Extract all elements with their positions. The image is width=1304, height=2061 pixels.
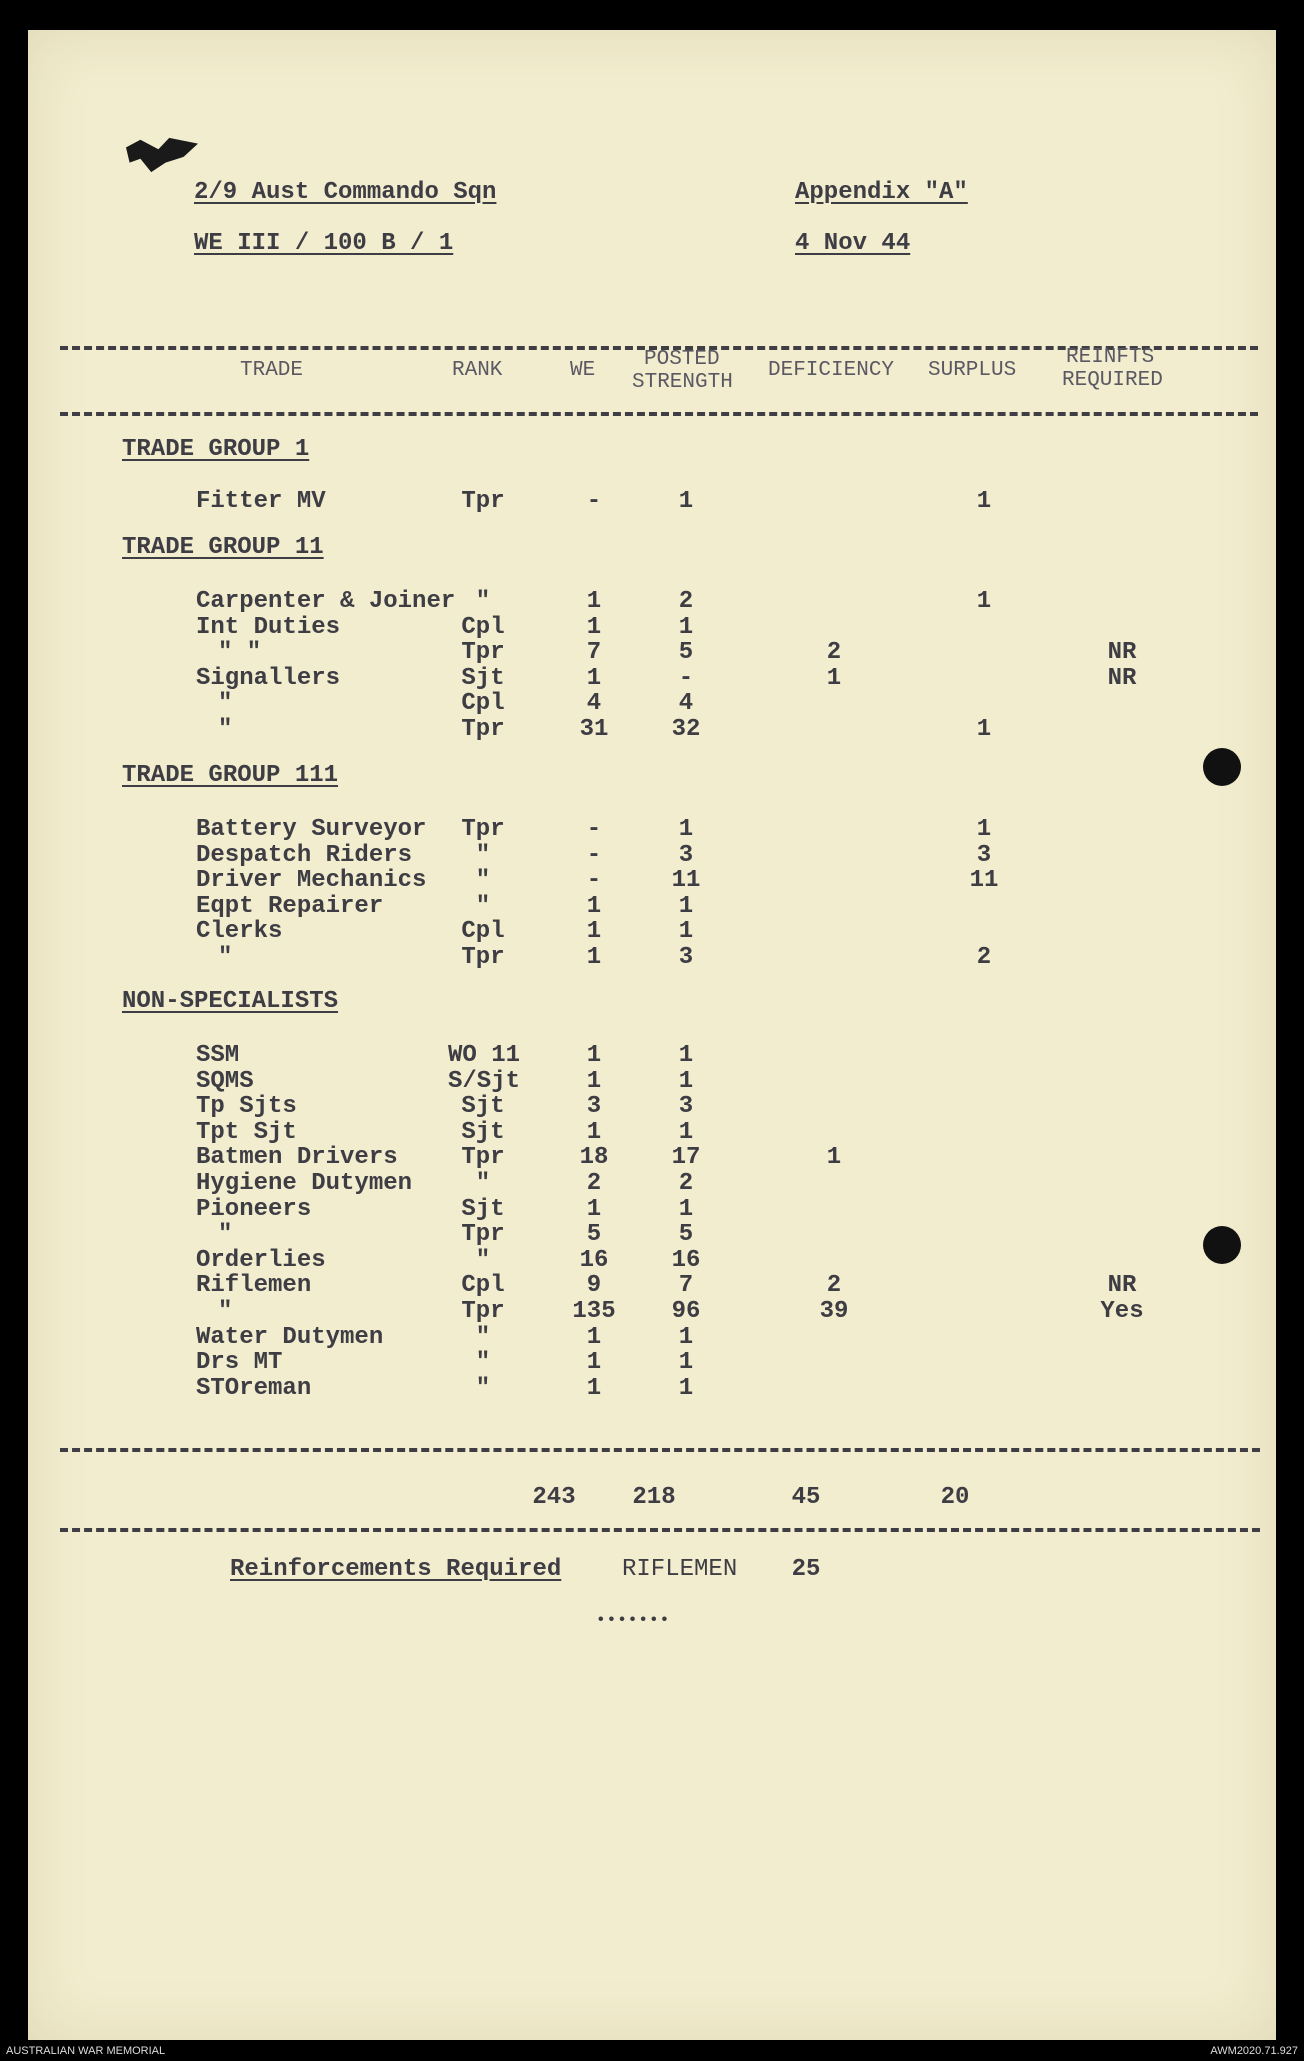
we-cell: 1 bbox=[586, 1195, 602, 1223]
posted-cell: 3 bbox=[678, 944, 694, 971]
posted-cell: 1 bbox=[678, 1374, 694, 1402]
punch-hole-upper bbox=[1203, 748, 1241, 786]
posted-cell: 1 bbox=[678, 613, 694, 641]
trade-cell: " bbox=[218, 944, 233, 971]
reinforcements-label: Reinforcements Required bbox=[230, 1556, 562, 1583]
posted-cell: 1 bbox=[678, 1349, 694, 1377]
rank-cell: Cpl bbox=[461, 690, 505, 718]
trade-cell: Signallers bbox=[196, 664, 341, 692]
posted-cell: 1 bbox=[678, 1323, 694, 1351]
reinforcements-count: 25 bbox=[791, 1556, 821, 1583]
surplus-cell: 1 bbox=[976, 588, 992, 615]
we-cell: 7 bbox=[586, 639, 602, 667]
posted-cell: 3 bbox=[678, 1093, 694, 1121]
trade-cell: Despatch Riders bbox=[196, 841, 413, 869]
rank-cell: Cpl bbox=[461, 613, 505, 641]
we-cell: 1 bbox=[586, 613, 602, 641]
we-cell: 16 bbox=[579, 1246, 609, 1274]
posted-cell: 1 bbox=[678, 488, 694, 515]
rank-cell: Sjt bbox=[461, 1093, 505, 1121]
document-page bbox=[28, 30, 1276, 2040]
we-cell: 9 bbox=[586, 1272, 602, 1300]
trade-cell: Battery Surveyor bbox=[196, 816, 427, 843]
posted-cell: 16 bbox=[671, 1246, 701, 1274]
rank-cell: Tpr bbox=[461, 1221, 505, 1249]
trade-cell: SQMS bbox=[196, 1067, 254, 1095]
col-reinf-line1: REINFTS bbox=[1066, 346, 1155, 369]
we-cell: 1 bbox=[586, 1323, 602, 1351]
rank-cell: S/Sjt bbox=[448, 1067, 521, 1095]
we-cell: 5 bbox=[586, 1221, 602, 1249]
we-cell: 1 bbox=[586, 1118, 602, 1146]
rank-cell: Cpl bbox=[461, 1272, 505, 1300]
posted-cell: 11 bbox=[671, 867, 701, 895]
rank-cell: " bbox=[475, 1323, 491, 1351]
posted-cell: 2 bbox=[678, 588, 694, 615]
trade-cell: SSM bbox=[196, 1042, 240, 1069]
col-posted-line2: STRENGTH bbox=[632, 371, 733, 394]
rank-cell: Sjt bbox=[461, 1118, 505, 1146]
trade-cell: Hygiene Dutymen bbox=[196, 1170, 413, 1197]
trade-cell: " bbox=[218, 690, 233, 718]
punch-hole-lower bbox=[1203, 1226, 1241, 1264]
rank-cell: " bbox=[475, 1246, 491, 1274]
col-reinf-line2: REQUIRED bbox=[1062, 369, 1163, 392]
reinforcements-type: RIFLEMEN bbox=[622, 1556, 738, 1583]
rank-cell: Cpl bbox=[461, 918, 505, 946]
we-cell: 1 bbox=[586, 1067, 602, 1095]
posted-cell: 4 bbox=[678, 690, 694, 718]
deficiency-cell: 2 bbox=[826, 639, 842, 667]
trade-cell: Driver Mechanics bbox=[196, 867, 427, 895]
trade-cell: " " bbox=[218, 639, 262, 667]
torn-hole bbox=[126, 136, 198, 174]
posted-cell: 96 bbox=[671, 1298, 701, 1325]
rank-cell: Tpr bbox=[461, 1298, 505, 1325]
col-we: WE bbox=[570, 359, 596, 382]
we-cell: 1 bbox=[586, 1374, 602, 1402]
group-title: TRADE GROUP 11 bbox=[122, 534, 324, 561]
posted-cell: - bbox=[678, 664, 694, 692]
document-date: 4 Nov 44 bbox=[795, 230, 911, 257]
appendix-label: Appendix "A" bbox=[795, 179, 968, 206]
posted-cell: 1 bbox=[678, 1042, 694, 1069]
trade-cell: Orderlies bbox=[196, 1246, 326, 1274]
rank-cell: Tpr bbox=[461, 639, 505, 667]
rank-cell: Sjt bbox=[461, 664, 505, 692]
rank-cell: Tpr bbox=[461, 488, 505, 515]
we-cell: 1 bbox=[586, 892, 602, 920]
rank-cell: Tpr bbox=[461, 944, 505, 971]
rank-cell: " bbox=[475, 1374, 491, 1402]
trade-cell: Water Dutymen bbox=[196, 1323, 384, 1351]
deficiency-cell: 1 bbox=[826, 1144, 842, 1172]
we-cell: 2 bbox=[586, 1170, 602, 1197]
posted-cell: 32 bbox=[671, 716, 701, 743]
deficiency-cell: 2 bbox=[826, 1272, 842, 1300]
group-title: NON-SPECIALISTS bbox=[122, 988, 339, 1015]
group-title: TRADE GROUP 1 bbox=[122, 436, 310, 463]
we-cell: - bbox=[586, 841, 602, 869]
total-deficiency: 45 bbox=[791, 1484, 821, 1511]
rank-cell: " bbox=[475, 1349, 491, 1377]
rank-cell: Sjt bbox=[461, 1195, 505, 1223]
we-cell: - bbox=[586, 488, 602, 515]
trade-cell: Int Duties bbox=[196, 613, 341, 641]
reinf-cell: NR bbox=[1107, 639, 1137, 667]
trade-cell: Clerks bbox=[196, 918, 283, 946]
trade-cell: Batmen Drivers bbox=[196, 1144, 398, 1172]
col-surplus: SURPLUS bbox=[928, 359, 1017, 382]
posted-cell: 1 bbox=[678, 816, 694, 843]
we-cell: 1 bbox=[586, 1042, 602, 1069]
reinf-cell: Yes bbox=[1100, 1298, 1144, 1325]
surplus-cell: 11 bbox=[969, 867, 999, 895]
trade-cell: Fitter MV bbox=[196, 488, 326, 515]
rank-cell: " bbox=[475, 867, 491, 895]
col-rank: RANK bbox=[452, 359, 503, 382]
total-we: 243 bbox=[532, 1484, 576, 1511]
trade-cell: Pioneers bbox=[196, 1195, 312, 1223]
posted-cell: 1 bbox=[678, 892, 694, 920]
surplus-cell: 1 bbox=[976, 816, 992, 843]
unit-name: 2/9 Aust Commando Sqn bbox=[194, 179, 497, 206]
rank-cell: Tpr bbox=[461, 1144, 505, 1172]
rank-cell: " bbox=[475, 841, 491, 869]
establishment-ref: WE III / 100 B / 1 bbox=[194, 230, 454, 257]
col-posted-line1: POSTED bbox=[644, 348, 720, 371]
rank-cell: " bbox=[475, 892, 491, 920]
we-cell: 1 bbox=[586, 944, 602, 971]
trade-cell: " bbox=[218, 1221, 233, 1249]
we-cell: 4 bbox=[586, 690, 602, 718]
posted-cell: 5 bbox=[678, 639, 694, 667]
surplus-cell: 3 bbox=[976, 841, 992, 869]
we-cell: 1 bbox=[586, 1349, 602, 1377]
trade-cell: Drs MT bbox=[196, 1349, 283, 1377]
footer-archive: AUSTRALIAN WAR MEMORIAL bbox=[6, 2045, 166, 2057]
trade-cell: Carpenter & Joiner bbox=[196, 588, 456, 615]
trade-cell: " bbox=[218, 716, 233, 743]
total-posted: 218 bbox=[632, 1484, 676, 1511]
deficiency-cell: 39 bbox=[819, 1298, 849, 1325]
col-trade: TRADE bbox=[240, 359, 304, 382]
rank-cell: WO 11 bbox=[448, 1042, 521, 1069]
posted-cell: 1 bbox=[678, 1067, 694, 1095]
footer-reference: AWM2020.71.927 bbox=[1210, 2045, 1298, 2057]
posted-cell: 3 bbox=[678, 841, 694, 869]
trade-cell: Riflemen bbox=[196, 1272, 312, 1300]
we-cell: 1 bbox=[586, 588, 602, 615]
trade-cell: Eqpt Repairer bbox=[196, 892, 384, 920]
posted-cell: 1 bbox=[678, 918, 694, 946]
surplus-cell: 1 bbox=[976, 488, 992, 515]
trade-cell: " bbox=[218, 1298, 233, 1325]
we-cell: 31 bbox=[579, 716, 609, 743]
total-surplus: 20 bbox=[940, 1484, 970, 1511]
posted-cell: 1 bbox=[678, 1195, 694, 1223]
reinf-cell: NR bbox=[1107, 664, 1137, 692]
surplus-cell: 2 bbox=[976, 944, 992, 971]
totals-rule-bottom bbox=[60, 1528, 1260, 1532]
reinf-cell: NR bbox=[1107, 1272, 1137, 1300]
we-cell: 135 bbox=[572, 1298, 616, 1325]
trade-cell: STOreman bbox=[196, 1374, 312, 1402]
trade-cell: Tp Sjts bbox=[196, 1093, 297, 1121]
rank-cell: " bbox=[475, 588, 491, 615]
deficiency-cell: 1 bbox=[826, 664, 842, 692]
we-cell: - bbox=[586, 816, 602, 843]
col-deficiency: DEFICIENCY bbox=[768, 359, 895, 382]
header-rule-bottom bbox=[60, 412, 1258, 416]
surplus-cell: 1 bbox=[976, 716, 992, 743]
rank-cell: " bbox=[475, 1170, 491, 1197]
posted-cell: 17 bbox=[671, 1144, 701, 1172]
posted-cell: 2 bbox=[678, 1170, 694, 1197]
trade-cell: Tpt Sjt bbox=[196, 1118, 297, 1146]
we-cell: 18 bbox=[579, 1144, 609, 1172]
posted-cell: 1 bbox=[678, 1118, 694, 1146]
totals-rule-top bbox=[60, 1448, 1260, 1452]
we-cell: 1 bbox=[586, 664, 602, 692]
group-title: TRADE GROUP 111 bbox=[122, 762, 339, 789]
rank-cell: Tpr bbox=[461, 816, 505, 843]
posted-cell: 7 bbox=[678, 1272, 694, 1300]
posted-cell: 5 bbox=[678, 1221, 694, 1249]
we-cell: 3 bbox=[586, 1093, 602, 1121]
end-dots: ••••••• bbox=[596, 1611, 671, 1629]
rank-cell: Tpr bbox=[461, 716, 505, 743]
we-cell: - bbox=[586, 867, 602, 895]
we-cell: 1 bbox=[586, 918, 602, 946]
